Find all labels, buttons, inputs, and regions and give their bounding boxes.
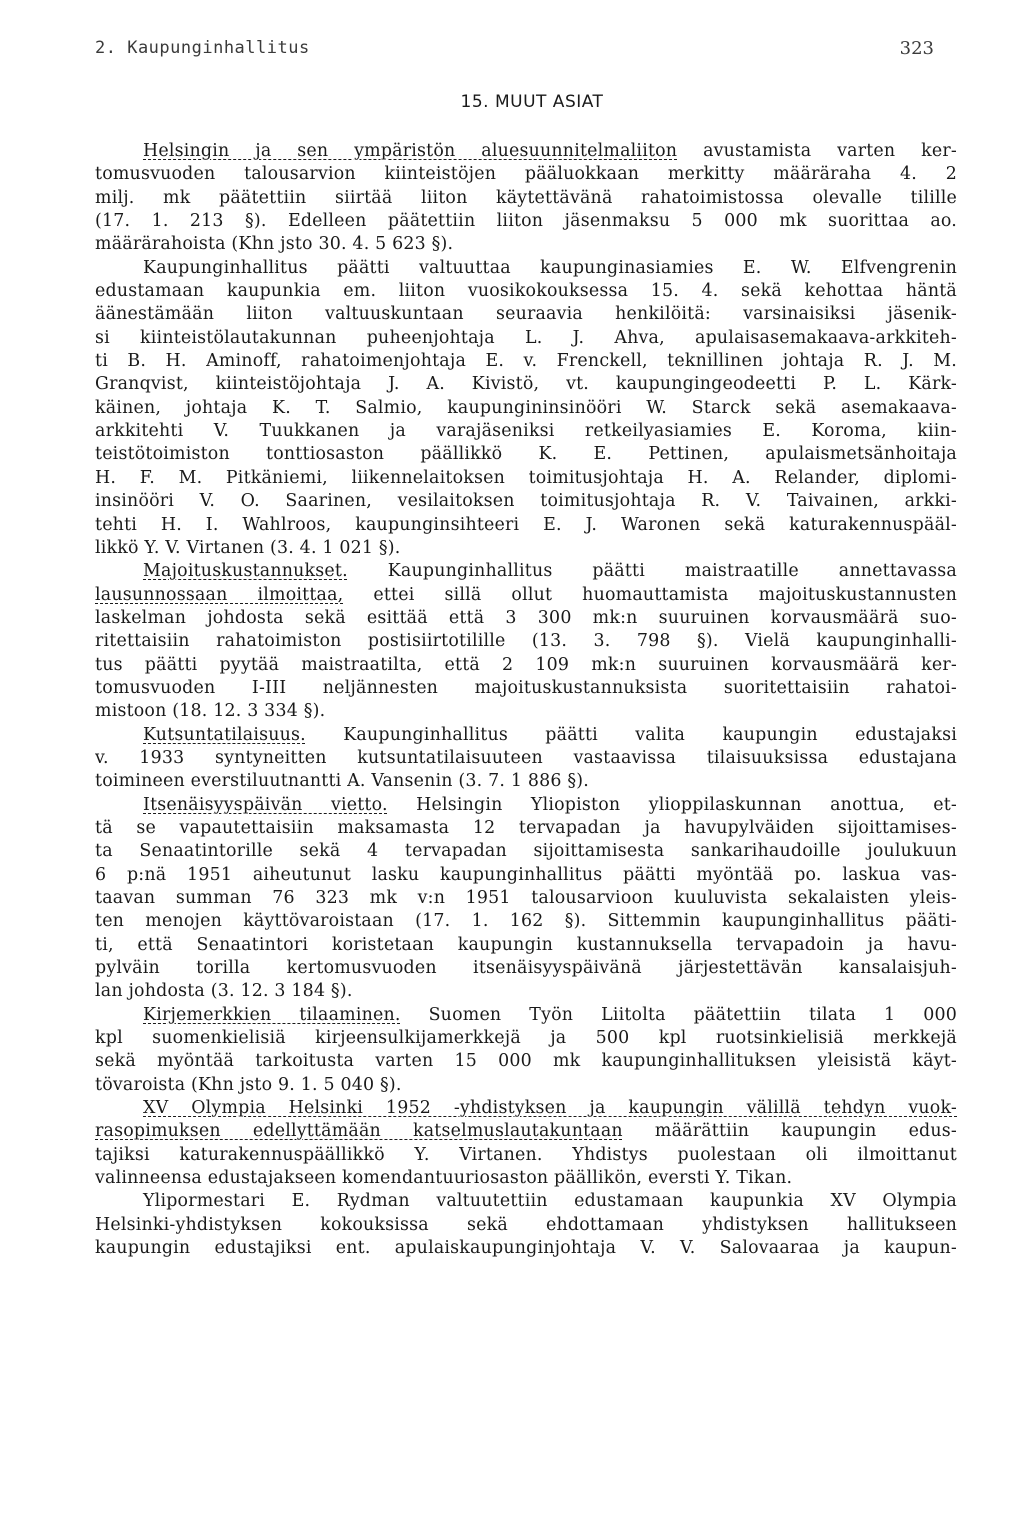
line-text: ti, että Senaatintori koristetaan kaupungin kustannuksella tervapadoin ja havu-: [95, 934, 957, 955]
line-text: tövaroista (Khn jsto 9. 1. 5 040 §).: [95, 1074, 402, 1095]
text-line: [95, 397, 957, 420]
underlined-heading: Kirjemerkkien tilaaminen.: [143, 1004, 401, 1025]
line-text: käinen, johtaja K. T. Salmio, kaupungininsinööri W. Starck sekä asemakaava-: [95, 397, 957, 418]
text-line: [95, 677, 957, 700]
line-text: taavan summan 76 323 mk v:n 1951 talousarvioon kuuluvista sekalaisten yleis-: [95, 888, 957, 908]
text-line: [95, 1120, 957, 1143]
line-text: tehti H. I. Wahlroos, kaupunginsihteeri E. J. Waronen sekä katurakennuspääl-: [95, 514, 957, 535]
line-text: v. 1933 syntyneitten kutsuntatilaisuuteen vastaavissa tilaisuuksissa edustajana: [95, 747, 957, 768]
text-line: [95, 373, 957, 396]
text-line: [95, 467, 957, 490]
underlined-heading: Kutsuntatilaisuus.: [143, 724, 306, 745]
line-text: valinneensa edustajakseen komendantuuriosaston päällikön, eversti Y. Tikan.: [95, 1168, 793, 1189]
text-line: [95, 934, 957, 957]
body-text: [95, 140, 957, 1261]
line-text: si kiinteistölautakunnan puheenjohtaja L. J. Ahva, apulaisasemakaava-arkkiteh-: [95, 327, 957, 348]
line-text: arkkitehti V. Tuukkanen ja varajäseniksi retkeilyasiamies E. Koroma, kiin-: [95, 421, 957, 442]
text-line: [95, 1190, 957, 1213]
line-text: Helsingin Yliopiston ylioppilaskunnan anottua, et-: [387, 794, 957, 815]
running-title: 2. Kaupunginhallitus: [95, 38, 310, 58]
underlined-heading: Majoituskustannukset.: [143, 561, 348, 582]
line-text: mistoon (18. 12. 3 334 §).: [95, 701, 326, 722]
text-line: [95, 770, 957, 793]
text-line: [95, 910, 957, 933]
line-text: teistötoimiston tonttiosaston päällikkö K. E. Pettinen, apulaismetsänhoitaja: [95, 444, 957, 465]
line-text: insinööri V. O. Saarinen, vesilaitoksen toimitusjohtaja R. V. Taivainen, arkki-: [95, 491, 957, 512]
line-text: tä se vapautettaisiin maksamasta 12 tervapadan ja havupylväiden sijoittamises-: [95, 817, 957, 838]
text-line: [95, 420, 957, 443]
line-text: ti B. H. Aminoff, rahatoimenjohtaja E. v. Frenckell, teknillinen johtaja R. J. M.: [95, 351, 957, 372]
text-line: [95, 654, 957, 677]
line-text: lan johdosta (3. 12. 3 184 §).: [95, 981, 353, 1002]
text-line: [95, 1097, 957, 1120]
line-text: tomusvuoden talousarvion kiinteistöjen pääluokkaan merkitty määräraha 4. 2: [95, 164, 957, 185]
text-line: [95, 700, 957, 723]
underlined-heading: XV Olympia Helsinki 1952 -yhdistyksen ja kaupungin välillä tehdyn vuok-: [143, 1098, 957, 1119]
text-line: [95, 443, 957, 466]
line-text: H. F. M. Pitkäniemi, liikennelaitoksen toimitusjohtaja H. A. Relander, diplomi-: [95, 467, 957, 488]
line-text: tajiksi katurakennuspäällikkö Y. Virtanen. Yhdistys puolestaan oli ilmoittanut: [95, 1144, 957, 1165]
text-line: [95, 724, 957, 747]
line-text: ta Senaatintorille sekä 4 tervapadan sijoittamisesta sankarihaudoille joulukuun: [95, 841, 957, 862]
text-line: [95, 1237, 957, 1260]
line-text: avustamista varten ker-: [677, 141, 957, 161]
line-text: määrättiin kaupungin edus-: [622, 1121, 957, 1142]
text-line: [95, 187, 957, 210]
line-text: ritettaisiin rahatoimiston postisiirtotilille (13. 3. 798 §). Vielä kaupunginhalli-: [95, 631, 957, 652]
text-line: [95, 630, 957, 653]
line-text: laskelman johdosta sekä esittää että 3 300 mk:n suuruinen korvausmäärä suo-: [95, 607, 957, 628]
line-text: äänestämään liiton valtuuskuntaan seuraavia henkilöitä: varsinaisiksi jäsenik-: [95, 304, 957, 325]
text-line: [95, 560, 957, 583]
line-text: Kaupunginhallitus päätti maistraatille annettavassa: [347, 561, 957, 582]
text-line: [95, 537, 957, 560]
text-line: [95, 210, 957, 233]
text-line: [95, 957, 957, 980]
text-line: [95, 584, 957, 607]
text-line: [95, 747, 957, 770]
line-text: sekä myöntää tarkoitusta varten 15 000 mk kaupunginhallituksen yleisistä käyt-: [95, 1051, 957, 1072]
text-line: [95, 1167, 957, 1190]
text-line: [95, 514, 957, 537]
text-line: [95, 980, 957, 1003]
line-text: Helsinki-yhdistyksen kokouksissa sekä ehdottamaan yhdistyksen hallitukseen: [95, 1214, 957, 1235]
text-line: [95, 817, 957, 840]
line-text: (17. 1. 213 §). Edelleen päätettiin liiton jäsenmaksu 5 000 mk suorittaa ao.: [95, 211, 957, 232]
text-line: [95, 1050, 957, 1073]
line-text: määrärahoista (Khn jsto 30. 4. 5 623 §).: [95, 234, 454, 255]
text-line: [95, 1074, 957, 1097]
line-text: Granqvist, kiinteistöjohtaja J. A. Kivistö, vt. kaupungingeodeetti P. L. Kärk-: [95, 374, 957, 395]
line-text: likkö Y. V. Virtanen (3. 4. 1 021 §).: [95, 537, 401, 558]
underlined-heading: Itsenäisyyspäivän vietto.: [143, 794, 388, 815]
line-text: milj. mk päätettiin siirtää liiton käytettävänä rahatoimistossa olevalle tilille: [95, 187, 957, 208]
line-text: Suomen Työn Liitolta päätettiin tilata 1 000: [400, 1004, 957, 1025]
text-line: [95, 794, 957, 817]
line-text: 6 p:nä 1951 aiheutunut lasku kaupunginhallitus päätti myöntää po. laskua vas-: [95, 864, 957, 885]
text-line: [95, 840, 957, 863]
line-text: tus päätti pyytää maistraatilta, että 2 109 mk:n suuruinen korvausmäärä ker-: [95, 654, 957, 675]
line-text: Ylipormestari E. Rydman valtuutettiin edustamaan kaupunkia XV Olympia: [143, 1191, 957, 1212]
text-line: [95, 350, 957, 373]
line-text: kaupungin edustajiksi ent. apulaiskaupunginjohtaja V. V. Salovaaraa ja kaupun-: [95, 1238, 957, 1259]
line-text: ten menojen käyttövaroistaan (17. 1. 162 §). Sittemmin kaupunginhallitus pääti-: [95, 911, 957, 932]
text-line: [95, 864, 957, 887]
text-line: [95, 887, 957, 910]
text-line: [95, 280, 957, 303]
section-title: 15. MUUT ASIAT: [460, 92, 604, 112]
text-line: [95, 327, 957, 350]
underlined-heading: rasopimuksen edellyttämään katselmuslautakuntaan: [95, 1121, 623, 1142]
line-text: Kaupunginhallitus päätti valita kaupungin edustajaksi: [305, 724, 957, 745]
text-line: [95, 163, 957, 186]
text-line: [95, 1027, 957, 1050]
underlined-heading: lausunnossaan ilmoittaa,: [95, 584, 344, 605]
text-line: [95, 490, 957, 513]
text-line: [95, 140, 957, 163]
line-text: kpl suomenkielisiä kirjeensulkijamerkkejä ja 500 kpl ruotsinkielisiä merkkejä: [95, 1028, 957, 1049]
line-text: ettei sillä ollut huomauttamista majoituskustannusten: [343, 584, 957, 605]
line-text: edustamaan kaupunkia em. liiton vuosikokouksessa 15. 4. sekä kehottaa häntä: [95, 281, 957, 302]
line-text: tomusvuoden I-III neljännesten majoituskustannuksista suoritettaisiin rahatoi-: [95, 677, 957, 698]
underlined-heading: Helsingin ja sen ympäristön aluesuunnitelmaliiton: [143, 141, 678, 161]
page-number: 323: [899, 38, 934, 59]
text-line: [95, 607, 957, 630]
line-text: Kaupunginhallitus päätti valtuuttaa kaupunginasiamies E. W. Elfvengrenin: [143, 257, 957, 278]
line-text: pylväin torilla kertomusvuoden itsenäisyyspäivänä järjestettävän kansalaisjuh-: [95, 958, 957, 979]
page-header: [95, 38, 934, 66]
text-line: [95, 233, 957, 256]
text-line: [95, 1144, 957, 1167]
text-line: [95, 303, 957, 326]
text-line: [95, 257, 957, 280]
text-line: [95, 1214, 957, 1237]
text-line: [95, 1004, 957, 1027]
line-text: toimineen everstiluutnantti A. Vansenin (3. 7. 1 886 §).: [95, 771, 589, 792]
